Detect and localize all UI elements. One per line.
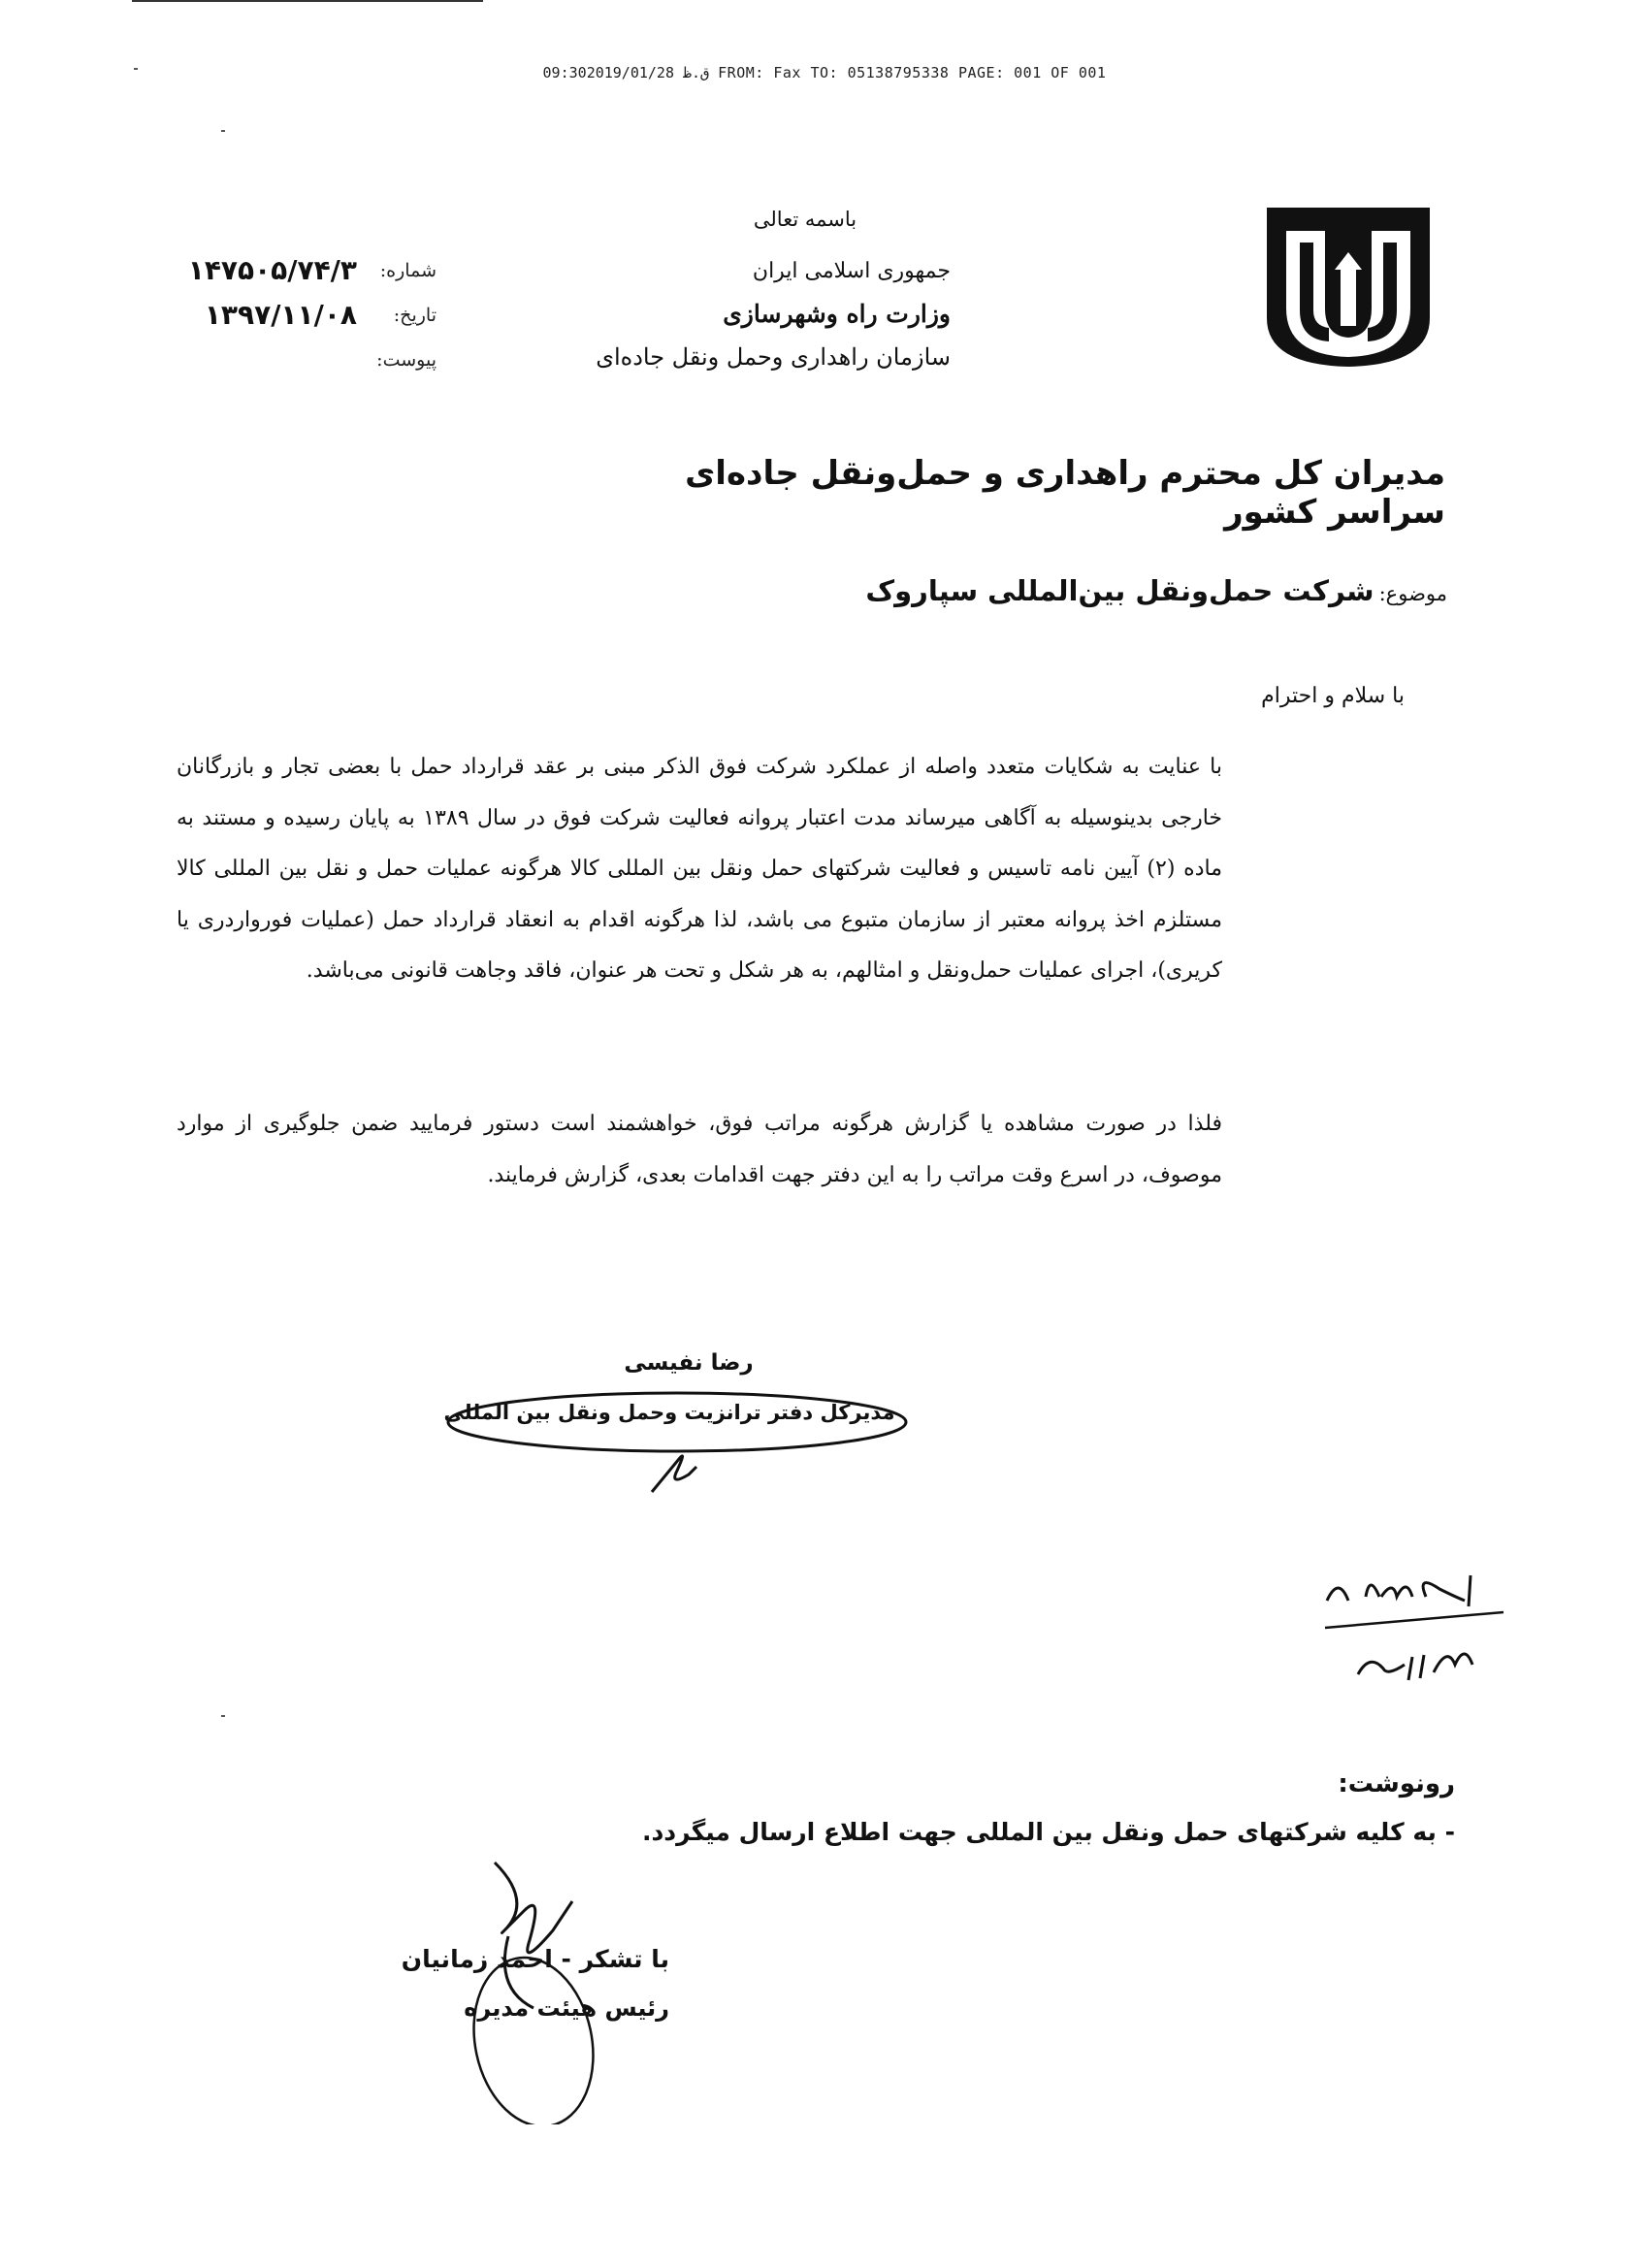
attachment-row — [146, 343, 436, 388]
date-label: تاریخ: — [393, 305, 436, 326]
scan-speck — [221, 130, 225, 132]
attachment-label: پیوست: — [376, 349, 436, 371]
handwritten-registry-note — [1319, 1568, 1513, 1703]
closing-title: رئیس هیئت مدیره — [464, 1994, 669, 2022]
cc-label: رونوشت: — [1338, 1769, 1455, 1798]
number-row — [146, 254, 436, 299]
number-value: ۱۴۷۵۰۵/۷۴/۳ — [187, 254, 357, 286]
subject-value: شرکت حمل‌ونقل بین‌المللی سپاروک — [865, 574, 1374, 607]
scan-speck — [134, 68, 138, 70]
letter-meta — [146, 254, 436, 388]
signatory-title: مدیرکل دفتر ترانزیت وحمل ونقل بین المللی — [443, 1401, 895, 1424]
scan-speck — [221, 1715, 225, 1717]
signature-scribble — [640, 1442, 708, 1500]
ministry-name: وزارت راه وشهرسازی — [723, 300, 951, 328]
salutation: با سلام و احترام — [1261, 684, 1405, 708]
date-value: ۱۳۹۷/۱۱/۰۸ — [204, 299, 357, 331]
subject-line — [854, 574, 1447, 607]
country-name: جمهوری اسلامی ایران — [752, 259, 951, 283]
organization-name: سازمان راهداری وحمل ونقل جاده‌ای — [596, 343, 951, 371]
body-paragraph-1: با عنایت به شکایات متعدد واصله از عملکرد شرکت فوق الذکر مبنی بر عقد قرارداد حمل با بعضی تجار و بازرگانان خارجی بدینوسیله به آگاهی میرساند مدت اعتبار پروانه فعالیت شرکت فوق در سال ۱۳۸۹ به پایان رسیده و مستند به ماده (۲) آیین نامه تاسیس و فعالیت شرکتهای حمل ونقل بین المللی کالا هرگونه عملیات حمل و نقل بین المللی کالا مستلزم اخذ پروانه معتبر از سازمان متبوع می باشد، لذا هرگونه اقدام به انعقاد قرارداد حمل (عملیات فورواردری یا کریری)، اجرای عملیات حمل‌ونقل و امثالهم، به هر شکل و تحت هر عنوان، فاقد وجاهت قانونی می‌باشد. — [177, 755, 1222, 983]
body-paragraph-2: فلذا در صورت مشاهده یا گزارش هرگونه مراتب فوق، خواهشمند است دستور فرمایید ضمن جلوگیری از موارد موصوف، در اسرع وقت مراتب را به این دفتر جهت اقدامات بعدی، گزارش فرمایند. — [177, 1112, 1222, 1187]
basmala: باسمه تعالی — [753, 208, 857, 231]
closing-thanks: با تشکر - احمد زمانیان — [401, 1945, 669, 1973]
number-label: شماره: — [379, 260, 436, 281]
board-chairman-signature — [427, 1843, 679, 2124]
road-organization-logo — [1261, 202, 1436, 372]
top-edge-rule — [132, 0, 483, 2]
cc-item: - به کلیه شرکتهای حمل ونقل بین المللی جهت اطلاع ارسال میگردد. — [641, 1818, 1455, 1846]
signatory-name: رضا نفیسی — [624, 1350, 754, 1376]
date-row — [146, 299, 436, 343]
government-header — [543, 250, 951, 378]
subject-label: موضوع: — [1378, 582, 1447, 605]
addressee-heading: مدیران کل محترم راهداری و حمل‌ونقل جاده‌ای سراسر کشور — [685, 454, 1445, 532]
fax-header: 09:30ق.ظ 2019/01/28 FROM: Fax TO: 05138795338 PAGE: 001 OF 001 — [542, 64, 1107, 81]
